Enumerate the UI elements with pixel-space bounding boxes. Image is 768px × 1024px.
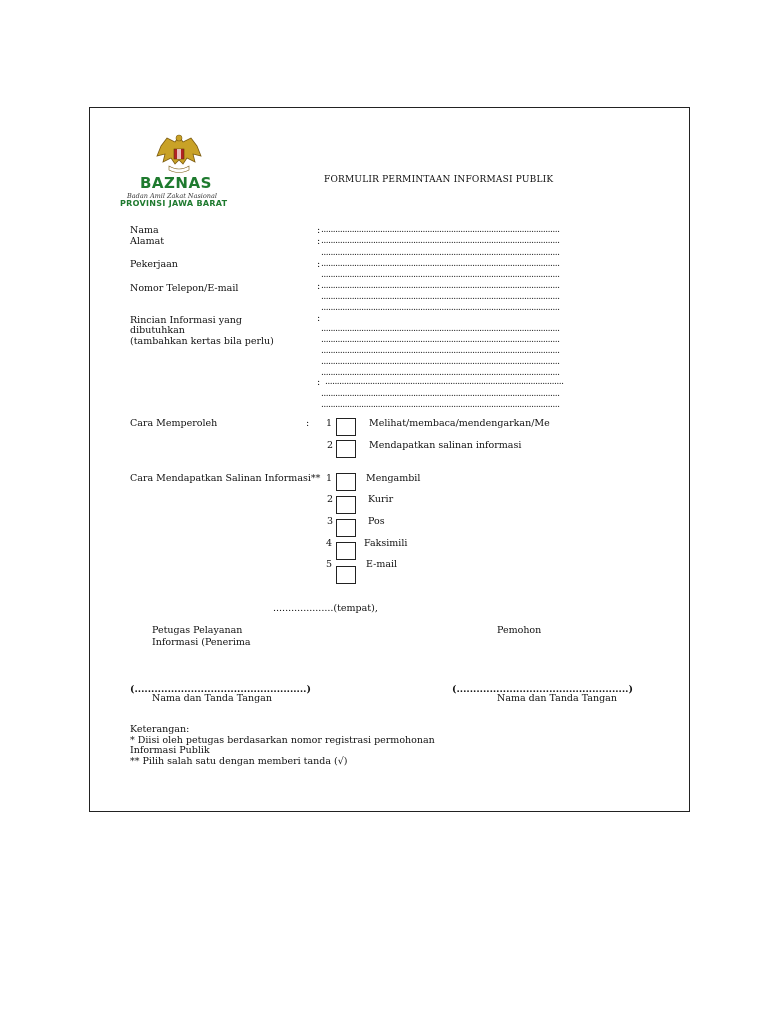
option-label-kurir: Kurir: [368, 494, 394, 505]
garuda-emblem-icon: [153, 132, 205, 176]
brand-subtitle: Badan Amil Zakat Nasional: [127, 192, 217, 200]
option-label-mengambil: Mengambil: [366, 473, 421, 484]
checkbox-kurir[interactable]: [336, 496, 356, 514]
checkbox-salinan[interactable]: [336, 440, 356, 458]
input-rincian-6[interactable]: .....................................................................................................: [325, 377, 564, 387]
input-rincian-4[interactable]: .....................................................................................................: [321, 357, 560, 367]
label-cara-memperoleh: Cara Memperoleh: [130, 418, 218, 429]
checkbox-email[interactable]: [336, 566, 356, 584]
place-date: ....................(tempat),: [273, 603, 378, 614]
petugas-label-2: Informasi (Penerima: [152, 637, 251, 648]
colon: :: [317, 377, 321, 388]
input-telepon-2[interactable]: .....................................................................................................: [321, 292, 560, 302]
colon: :: [317, 281, 321, 292]
label-pekerjaan: Pekerjaan: [130, 259, 178, 270]
colon: :: [317, 259, 321, 270]
input-alamat-2[interactable]: .....................................................................................................: [321, 248, 560, 258]
pemohon-label: Pemohon: [497, 625, 542, 636]
label-rincian-3: (tambahkan kertas bila perlu): [130, 336, 274, 347]
checkbox-melihat[interactable]: [336, 418, 356, 436]
label-rincian-1: Rincian Informasi yang: [130, 315, 242, 326]
input-telepon-3[interactable]: .....................................................................................................: [321, 303, 560, 313]
form-title: FORMULIR PERMINTAAN INFORMASI PUBLIK: [324, 175, 554, 185]
input-rincian-7[interactable]: .....................................................................................................: [321, 389, 560, 399]
brand-name: BAZNAS: [140, 174, 212, 192]
label-nama: Nama: [130, 225, 159, 236]
label-alamat: Alamat: [130, 236, 165, 247]
signature-line-petugas[interactable]: (....................................................): [130, 684, 311, 695]
notes-heading: Keterangan:: [130, 724, 190, 735]
input-rincian-5[interactable]: .....................................................................................................: [321, 368, 560, 378]
checkbox-mengambil[interactable]: [336, 473, 356, 491]
option-label-faksimili: Faksimili: [364, 538, 408, 549]
label-cara-salinan: Cara Mendapatkan Salinan Informasi**: [130, 473, 321, 484]
label-telepon: Nomor Telepon/E-mail: [130, 283, 239, 294]
option-label-melihat: Melihat/membaca/mendengarkan/Me: [369, 418, 550, 429]
notes-line-2: Informasi Publik: [130, 745, 210, 756]
colon: :: [306, 418, 310, 429]
petugas-label-1: Petugas Pelayanan: [152, 625, 243, 636]
option-number: 4: [326, 538, 333, 549]
input-telepon[interactable]: .....................................................................................................: [321, 281, 560, 291]
colon: :: [317, 225, 321, 236]
option-number: 1: [326, 473, 333, 484]
input-rincian-8[interactable]: .....................................................................................................: [321, 400, 560, 410]
input-rincian-3[interactable]: .....................................................................................................: [321, 346, 560, 356]
input-nama[interactable]: .....................................................................................................: [321, 225, 560, 235]
colon: :: [317, 236, 321, 247]
option-number: 2: [327, 440, 334, 451]
name-caption-pemohon: Nama dan Tanda Tangan: [497, 693, 617, 704]
option-label-pos: Pos: [368, 516, 385, 527]
input-rincian-1[interactable]: .....................................................................................................: [321, 324, 560, 334]
checkbox-pos[interactable]: [336, 519, 356, 537]
option-number: 2: [327, 494, 334, 505]
checkbox-faksimili[interactable]: [336, 542, 356, 560]
name-caption-petugas: Nama dan Tanda Tangan: [152, 693, 272, 704]
input-pekerjaan-2[interactable]: .....................................................................................................: [321, 270, 560, 280]
option-number: 1: [326, 418, 333, 429]
brand-province: PROVINSI JAWA BARAT: [120, 199, 228, 208]
option-number: 3: [327, 516, 334, 527]
form-page: [89, 107, 690, 812]
notes-line-1: * Diisi oleh petugas berdasarkan nomor registrasi permohonan: [130, 735, 435, 746]
label-rincian-2: dibutuhkan: [130, 325, 185, 336]
option-label-salinan: Mendapatkan salinan informasi: [369, 440, 522, 451]
input-pekerjaan[interactable]: .....................................................................................................: [321, 259, 560, 269]
input-rincian-2[interactable]: .....................................................................................................: [321, 335, 560, 345]
notes-line-3: ** Pilih salah satu dengan memberi tanda (√): [130, 756, 348, 767]
colon: :: [317, 313, 321, 324]
option-label-email: E-mail: [366, 559, 398, 570]
option-number: 5: [326, 559, 333, 570]
signature-line-pemohon[interactable]: (....................................................): [452, 684, 633, 695]
input-alamat[interactable]: .....................................................................................................: [321, 236, 560, 246]
